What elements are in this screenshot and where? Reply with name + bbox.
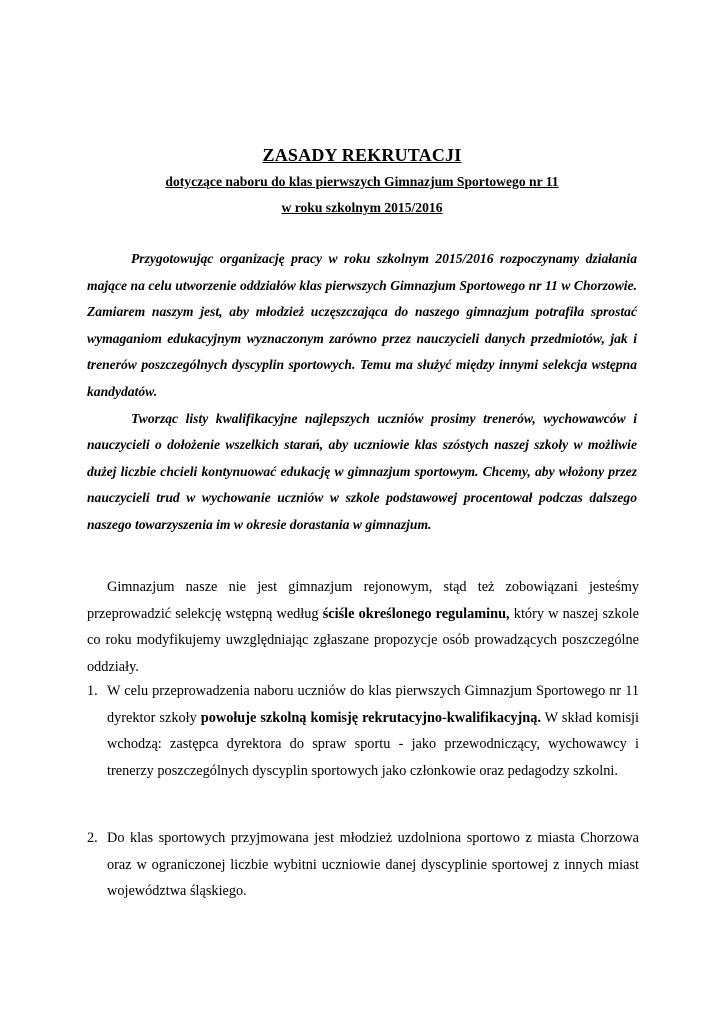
italic-paragraph-2: Tworząc listy kwalifikacyjne najlepszych uczniów prosimy trenerów, wychowawców i nauczycieli o dołożenie wszelkich starań, aby uczniowie klas szóstych naszej szkoły w możliwie dużej liczbie chcieli kontynuować edukację w gimnazjum sportowym. Chcemy, aby włożony przez nauczycieli trud w wychowanie uczniów w szkole podstawowej procentował podczas dalszego naszego towarzyszenia im w okresie dorastania w gimnazjum. bbox=[87, 410, 637, 532]
document-subtitle-line1: dotyczące naboru do klas pierwszych Gimnazjum Sportowego nr 11 bbox=[165, 174, 559, 189]
item1-text-before: W celu przeprowadzenia naboru uczniów do klas pierwszych Gimnazjum Sportowego nr 11 dyrektor szkoły bbox=[107, 683, 639, 726]
italic-introduction bbox=[87, 246, 637, 539]
intro-text-before: Gimnazjum nasze nie jest gimnazjum rejonowym, stąd też zobowiązani jesteśmy przeprowadzić selekcję wstępną według bbox=[87, 579, 639, 622]
italic-paragraph-1: Przygotowując organizację pracy w roku szkolnym 2015/2016 rozpoczynamy działania mające na celu utworzenie oddziałów klas pierwszych Gimnazjum Sportowego nr 11 w Chorzowie. Zamiarem naszym jest, aby młodzież uczęszczająca do naszego gimnazjum potrafiła sprostać wymaganiom edukacyjnym wyznaczonym zarówno przez nauczycieli danych przedmiotów, jak i trenerów poszczególnych dyscyplin sportowych. Temu ma służyć między innymi selekcja wstępna kandydatów. bbox=[87, 251, 637, 399]
intro-text-after: który w naszej szkole co roku modyfikujemy uwzględniając zgłaszane propozycje osób prowadzących poszczególne oddziały. bbox=[87, 605, 640, 675]
list-item-2 bbox=[87, 825, 639, 905]
document-subtitle-line2: w roku szkolnym 2015/2016 bbox=[281, 200, 443, 215]
list-number-2: 2. bbox=[87, 830, 98, 846]
intro-paragraph bbox=[87, 574, 639, 680]
document-title: ZASADY REKRUTACJI bbox=[262, 145, 462, 165]
item2-text: Do klas sportowych przyjmowana jest młodzież uzdolniona sportowo z miasta Chorzowa oraz w ograniczonej liczbie wybitni uczniowie danej dyscyplinie sportowej z innych miast województwa śląskiego. bbox=[107, 830, 639, 900]
intro-bold-text: ściśle określonego regulaminu, bbox=[322, 605, 510, 622]
item1-bold-text: powołuje szkolną komisję rekrutacyjno-kwalifikacyjną. bbox=[200, 709, 541, 726]
item1-text-after: W skład komisji wchodzą: zastępca dyrektora do spraw sportu - jako przewodniczący, wychowawcy i trenerzy poszczególnych dyscyplin sportowych jako członkowie oraz pedagodzy szkolni. bbox=[107, 709, 639, 779]
list-number-1: 1. bbox=[87, 683, 98, 699]
list-item-1 bbox=[87, 678, 639, 784]
